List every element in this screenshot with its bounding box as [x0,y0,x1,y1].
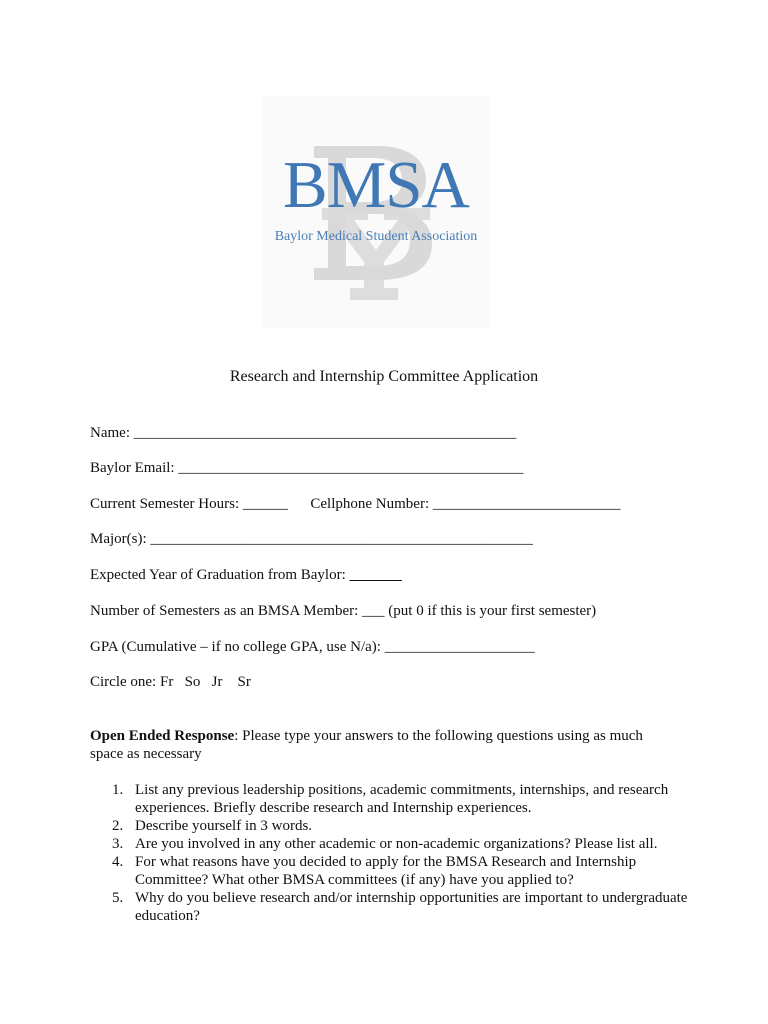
question-text: List any previous leadership positions, academic commitments, internships, and research experiences. Briefly describe research and Internship experiences. [135,782,669,816]
question-number: 1. [112,782,124,798]
logo-title: BMSA [283,148,469,222]
list-item [90,853,690,889]
list-item [90,889,690,925]
bmsa-logo [262,96,490,328]
list-item [90,781,690,817]
question-number: 4. [112,854,124,870]
open-ended-text: : Please type your answers to the following questions using as much space as necessary [90,728,643,762]
open-ended-heading: Open Ended Response [90,728,235,744]
graduation-label: Expected Year of Graduation from Baylor: [90,567,350,583]
list-item [90,817,690,835]
question-text: Describe yourself in 3 words. [135,818,313,834]
graduation-year-field[interactable] [90,566,402,584]
majors-field[interactable]: Major(s): ___________________________________________________ [90,531,533,547]
question-text: Why do you believe research and/or internship opportunities are important to undergraduate education? [135,890,688,924]
open-ended-instructions [90,727,675,763]
question-number: 5. [112,890,124,906]
question-text: Are you involved in any other academic or non-academic organizations? Please list all. [135,836,658,852]
graduation-blank[interactable] [350,567,403,583]
question-list [90,781,690,925]
semesters-field[interactable]: Number of Semesters as an BMSA Member: ___ (put 0 if this is your first semester) [90,603,597,619]
gpa-field[interactable]: GPA (Cumulative – if no college GPA, use N/a): ____________________ [90,639,535,655]
email-field[interactable]: Baylor Email: ______________________________________________ [90,460,524,476]
class-year-circle-field[interactable]: Circle one: Fr So Jr Sr [90,674,251,690]
hours-cellphone-field[interactable]: Current Semester Hours: ______ Cellphone Number: _________________________ [90,496,621,512]
logo-subtitle: Baylor Medical Student Association [274,229,478,244]
question-number: 3. [112,836,124,852]
question-number: 2. [112,818,124,834]
list-item [90,835,690,853]
name-field[interactable]: Name: ___________________________________________________ [90,425,517,441]
question-text: For what reasons have you decided to apply for the BMSA Research and Internship Committee? What other BMSA committees (if any) have you applied to? [135,854,637,888]
document-title: Research and Internship Committee Application [229,368,539,385]
